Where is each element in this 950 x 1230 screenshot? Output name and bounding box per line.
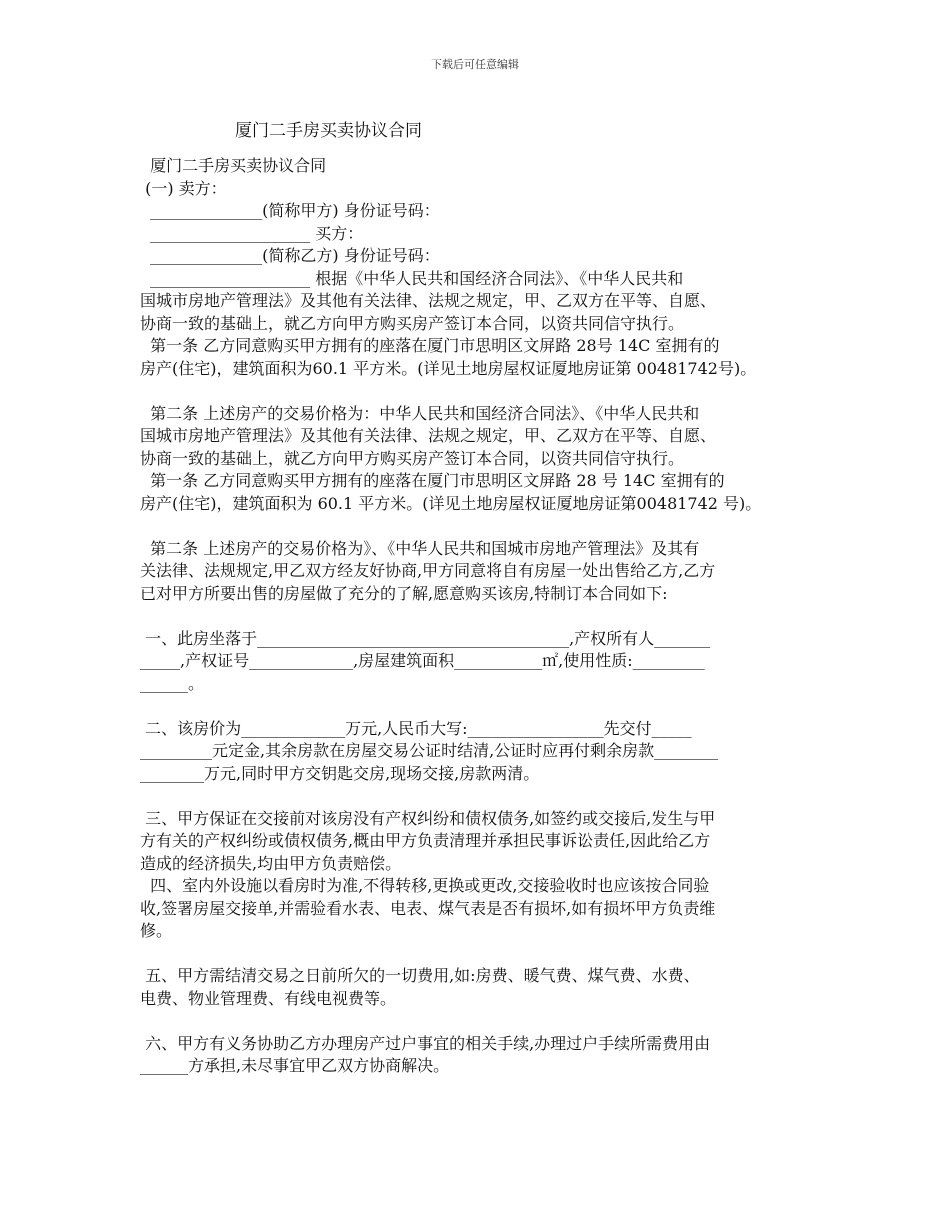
paragraph-gap: [140, 380, 820, 403]
text-line: ____________________ 买方：: [140, 223, 364, 243]
paragraph-gap: [140, 785, 820, 808]
text-line: 方有关的产权纠纷或债权债务,概由甲方负责清理并承担民事诉讼责任,因此给乙方: [140, 831, 711, 850]
page-header: 下载后可任意编辑: [431, 58, 519, 71]
paragraph-gap: [140, 605, 820, 628]
text-line: 协商一致的基础上，就乙方向甲方购买房产签订本合同，以资共同信守执行。: [140, 448, 685, 468]
paragraph-gap: [140, 943, 820, 966]
text-line: (一) 卖方：: [140, 178, 227, 198]
text-line: 房产(住宅)，建筑面积为60.1 平方米。(详见土地房屋权证厦地房证第 00481742号)。: [140, 358, 757, 378]
text-line: ______。: [140, 673, 205, 693]
text-line: 三、甲方保证在交接前对该房没有产权纠纷和债权债务,如签约或交接后,发生与甲: [140, 808, 716, 828]
text-line: 国城市房地产管理法》及其他有关法律、法规之规定，甲、乙双方在平等、自愿、: [140, 291, 717, 310]
text-line: 五、甲方需结清交易之日前所欠的一切费用,如:房费、暖气费、煤气费、水费、: [140, 966, 700, 985]
text-line: 房产(住宅)，建筑面积为 60.1 平方米。(详见土地房屋权证厦地房证第00481742 号)。: [140, 493, 762, 513]
text-line: 四、室内外设施以看房时为准,不得转移,更换或更改,交接验收时也应该按合同验: [140, 876, 710, 895]
text-line: ________万元,同时甲方交钥匙交房,现场交接,房款两清。: [140, 763, 540, 783]
text-line: 六、甲方有义务协助乙方办理房产过户事宜的相关手续,办理过户手续所需费用由: [140, 1033, 711, 1053]
text-line: 收,签署房屋交接单,并需验看水表、电表、煤气表是否有损坏,如有损坏甲方负责维: [140, 898, 716, 918]
text-line: 已对甲方所要出售的房屋做了充分的了解,愿意购买该房,特制订本合同如下:: [140, 583, 668, 603]
text-line: 第二条 上述房产的交易价格为：中华人民共和国经济合同法》、《中华人民共和: [140, 403, 700, 423]
text-line: 修。: [140, 921, 173, 940]
document-body: [140, 155, 820, 1078]
text-line: ______________(简称甲方) 身份证号码：: [140, 201, 440, 220]
paragraph-gap: [140, 515, 820, 538]
text-line: 第二条 上述房产的交易价格为》、《中华人民共和国城市房地产管理法》及其有: [140, 538, 700, 558]
text-line: 二、该房价为_____________万元,人民币大写:_________________先交付_____: [140, 718, 692, 738]
text-line: 国城市房地产管理法》及其他有关法律、法规之规定，甲、乙双方在平等、自愿、: [140, 426, 717, 445]
text-line: ____________________ 根据《中华人民共和国经济合同法》、《中华人民共和: [140, 268, 684, 288]
text-line: ______方承担,未尽事宜甲乙双方协商解决。: [140, 1056, 450, 1075]
text-line: ______________(简称乙方) 身份证号码：: [140, 246, 440, 265]
text-line: 厦门二手房买卖协议合同: [140, 156, 327, 175]
text-line: 协商一致的基础上，就乙方向甲方购买房产签订本合同，以资共同信守执行。: [140, 313, 685, 333]
text-line: 电费、物业管理费、有线电视费等。: [140, 988, 397, 1008]
paragraph-gap: [140, 695, 820, 718]
text-line: 一、此房坐落于_______________________________________,产权所有人_______: [140, 628, 711, 648]
paragraph-gap: [140, 1010, 820, 1033]
text-line: _____,产权证号_____________,房屋建筑面积___________㎡,使用性质:_________: [140, 651, 705, 670]
text-line: 造成的经济损失,均由甲方负责赔偿。: [140, 853, 402, 873]
text-line: 关法律、法规规定,甲乙双方经友好协商,甲方同意将自有房屋一处出售给乙方,乙方: [140, 561, 716, 580]
document-title: 厦门二手房买卖协议合同: [235, 121, 422, 141]
text-line: _________元定金,其余房款在房屋交易公证时结清,公证时应再付剩余房款________: [140, 741, 719, 760]
text-line: 第一条 乙方同意购买甲方拥有的座落在厦门市思明区文屏路 28号 14C 室拥有的: [140, 336, 720, 355]
text-line: 第一条 乙方同意购买甲方拥有的座落在厦门市思明区文屏路 28 号 14C 室拥有的: [140, 471, 725, 490]
